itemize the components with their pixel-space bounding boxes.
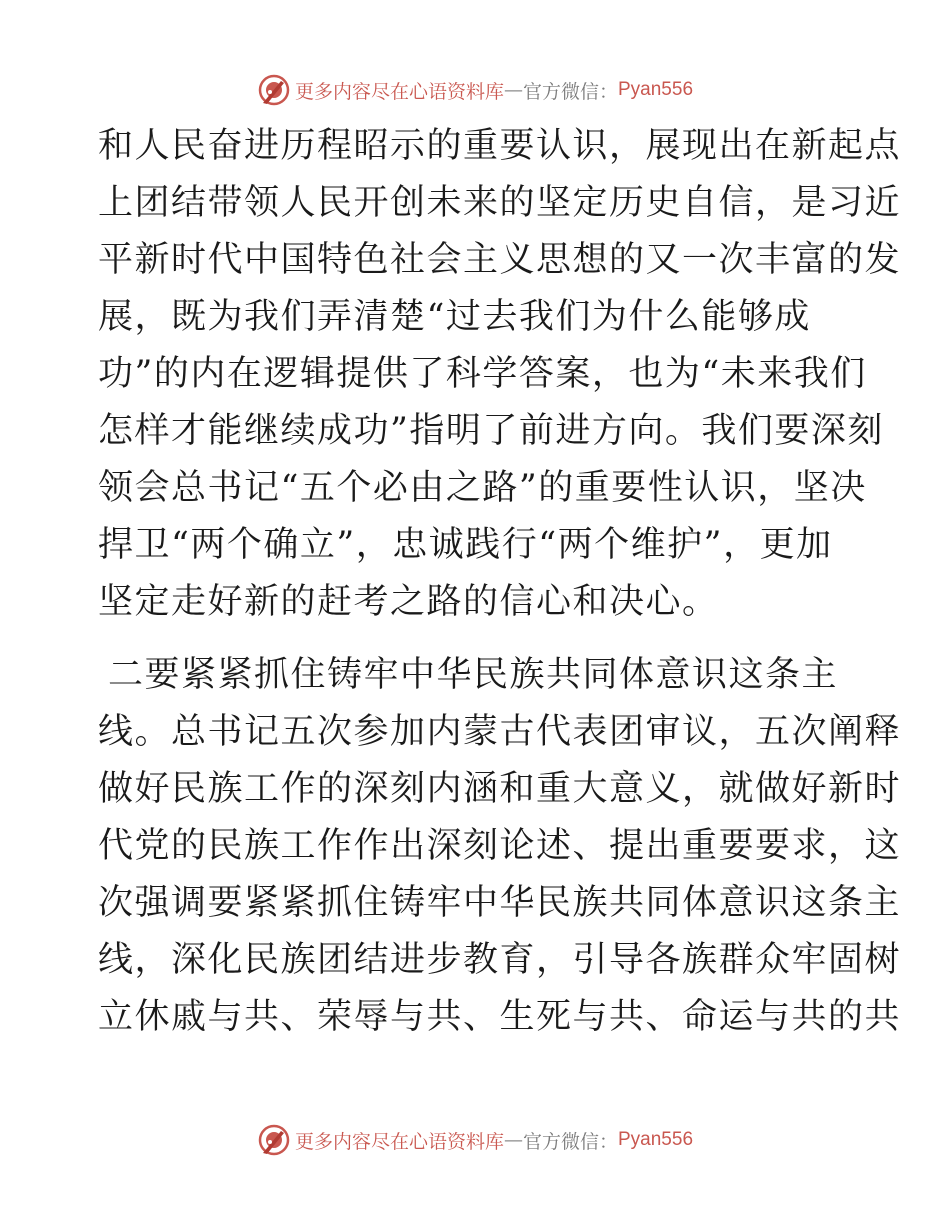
text-line: 线，深化民族团结进步教育，引导各族群众牢固树 (98, 940, 902, 980)
document-body (98, 118, 902, 1046)
paragraph-2 (98, 647, 902, 1046)
brush-logo-icon (257, 1123, 291, 1157)
text-line: 次强调要紧紧抓住铸牢中华民族共同体意识这条主 (98, 883, 902, 923)
text-line: 上团结带领人民开创未来的坚定历史自信，是习近 (98, 183, 902, 223)
paragraph-1 (98, 118, 902, 631)
header-banner (0, 70, 950, 110)
wechat-id: Pyan556 (618, 1129, 694, 1150)
wechat-label: 官方微信： (522, 80, 618, 103)
text-line: 领会总书记“五个必由之路”的重要性认识，坚决 (98, 468, 867, 508)
footer-banner (0, 1120, 950, 1160)
text-line: 代党的民族工作作出深刻论述、提出重要要求，这 (98, 826, 902, 866)
wechat-id: Pyan556 (618, 79, 694, 100)
text-line: 二要紧紧抓住铸牢中华民族共同体意识这条主 (108, 655, 839, 695)
text-line: 立休戚与共、荣辱与共、生死与共、命运与共的共 (98, 997, 902, 1037)
text-line: 展，既为我们弄清楚“过去我们为什么能够成 (98, 297, 811, 337)
banner-separator: — (503, 79, 523, 101)
text-line: 做好民族工作的深刻内涵和重大意义，就做好新时 (98, 769, 902, 809)
text-line: 和人民奋进历程昭示的重要认识，展现出在新起点 (98, 126, 902, 166)
banner-separator: — (503, 1129, 523, 1151)
site-name: 更多内容尽在心语资料库 (294, 80, 504, 103)
site-name: 更多内容尽在心语资料库 (294, 1130, 504, 1153)
text-line: 坚定走好新的赶考之路的信心和决心。 (98, 582, 719, 622)
brush-logo-icon (257, 73, 291, 107)
wechat-label: 官方微信： (522, 1130, 618, 1153)
text-line: 功”的内在逻辑提供了科学答案，也为“未来我们 (98, 354, 867, 394)
text-line: 捍卫“两个确立”，忠诚践行“两个维护”，更加 (98, 525, 833, 565)
text-line: 怎样才能继续成功”指明了前进方向。我们要深刻 (98, 411, 884, 451)
text-line: 平新时代中国特色社会主义思想的又一次丰富的发 (98, 240, 902, 280)
text-line: 线。总书记五次参加内蒙古代表团审议，五次阐释 (98, 712, 902, 752)
